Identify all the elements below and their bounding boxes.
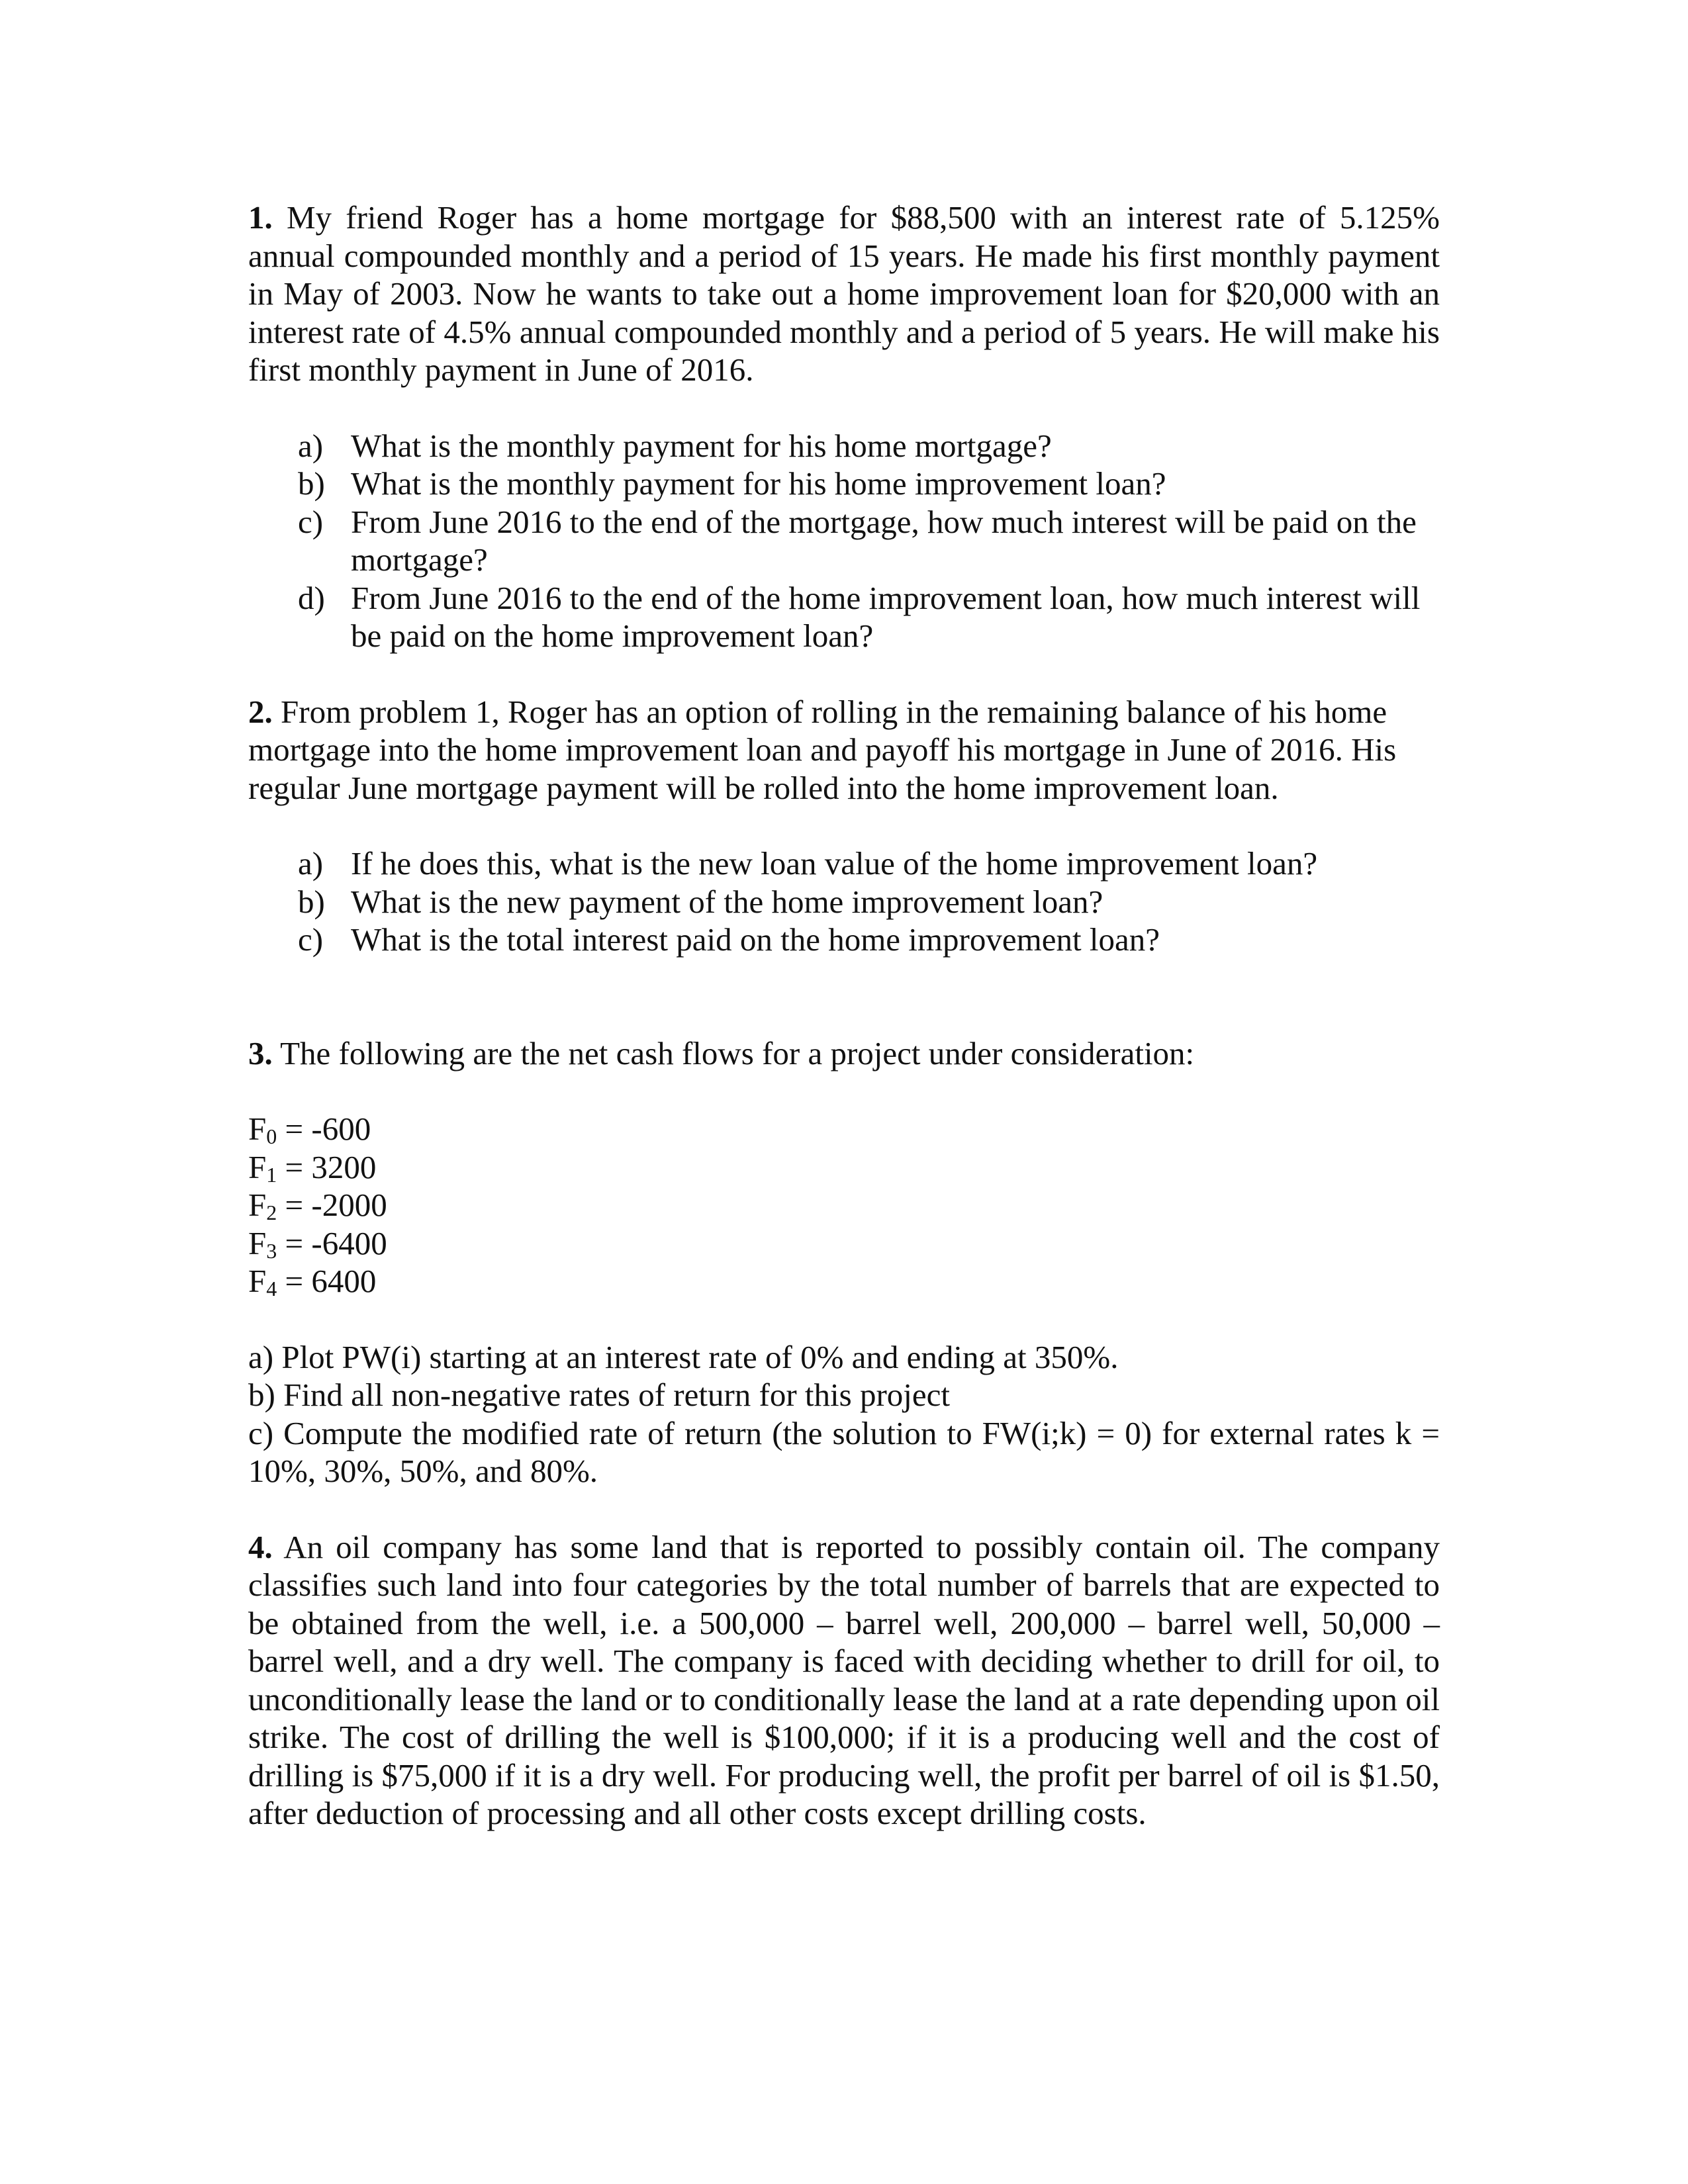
problem-1-part-d <box>248 579 1440 655</box>
problem-4-statement <box>248 1528 1440 1833</box>
problem-2-statement <box>248 693 1440 807</box>
cash-flow-list <box>248 1110 1440 1300</box>
problem-1-statement <box>248 199 1440 389</box>
cash-flow-item <box>248 1110 1440 1148</box>
cash-flow-item <box>248 1224 1440 1263</box>
part-text: If he does this, what is the new loan value of the home improvement loan? <box>351 845 1318 882</box>
flow-value: = -2000 <box>285 1187 387 1223</box>
problem-3-part-c: c) Compute the modified rate of return (the solution to FW(i;k) = 0) for external rates k = 10%, 30%, 50%, and 80%. <box>248 1414 1440 1489</box>
flow-index: 2 <box>266 1201 277 1224</box>
part-text: From June 2016 to the end of the mortgage, how much interest will be paid on the mortgage? <box>351 503 1417 578</box>
problem-2-part-a <box>248 844 1440 883</box>
flow-symbol: F <box>248 1187 267 1223</box>
problem-2 <box>248 693 1440 959</box>
problem-2-parts <box>248 844 1440 959</box>
problem-3 <box>248 1034 1440 1490</box>
problem-1-text: My friend Roger has a home mortgage for $88,500 with an interest rate of 5.125% annual compounded monthly and a period of 15 years. He made his first monthly payment in May of 2003. Now he wants to take out a home improvement loan for $20,000 with an interest rate of 4.5% annual compounded monthly and a period of 5 years. He will make his first monthly payment in June of 2016. <box>248 199 1440 388</box>
part-text: What is the monthly payment for his home mortgage? <box>351 427 1052 464</box>
problem-3-statement <box>248 1034 1440 1073</box>
part-label: d) <box>298 579 325 616</box>
cash-flow-item <box>248 1148 1440 1187</box>
problem-1-part-a <box>248 427 1440 465</box>
part-text: What is the total interest paid on the home improvement loan? <box>351 921 1160 958</box>
problem-3-part-a: a) Plot PW(i) starting at an interest rate of 0% and ending at 350%. <box>248 1338 1119 1375</box>
part-label: b) <box>298 465 325 502</box>
problem-1-part-c <box>248 503 1440 579</box>
flow-symbol: F <box>248 1263 267 1299</box>
part-label: c) <box>298 503 324 540</box>
problem-3-text: The following are the net cash flows for a project under consideration: <box>280 1034 1195 1071</box>
part-text: What is the monthly payment for his home improvement loan? <box>351 465 1166 502</box>
problem-3-parts <box>248 1338 1440 1490</box>
flow-index: 3 <box>266 1238 277 1263</box>
problem-1-number: 1. <box>248 199 273 236</box>
problem-1-part-b <box>248 465 1440 503</box>
flow-value: = -600 <box>285 1111 371 1147</box>
part-text: What is the new payment of the home improvement loan? <box>351 883 1103 920</box>
spacer <box>248 997 1440 1034</box>
document-body <box>248 199 1440 1870</box>
flow-index: 4 <box>266 1277 277 1300</box>
flow-index: 0 <box>266 1124 277 1148</box>
flow-symbol: F <box>248 1224 267 1261</box>
problem-3-part-b: b) Find all non-negative rates of return for this project <box>248 1377 950 1413</box>
cash-flow-item <box>248 1186 1440 1224</box>
problem-2-text: From problem 1, Roger has an option of rolling in the remaining balance of his home mortgage into the home improvement loan and payoff his mortgage in June of 2016. His regular June mortgage payment will be rolled into the home improvement loan. <box>248 693 1397 806</box>
flow-index: 1 <box>266 1162 277 1187</box>
problem-2-part-b <box>248 883 1440 921</box>
part-label: a) <box>298 845 324 882</box>
problem-2-part-c <box>248 921 1440 959</box>
part-text: From June 2016 to the end of the home improvement loan, how much interest will be paid on the home improvement loan? <box>351 579 1421 654</box>
problem-2-number: 2. <box>248 693 273 730</box>
part-label: a) <box>298 427 324 464</box>
problem-4-text: An oil company has some land that is reported to possibly contain oil. The company classifies such land into four categories by the total number of barrels that are expected to be obtained from the well, i.e. a 500,000 – barrel well, 200,000 – barrel well, 50,000 – barrel well, and a dry well. The company is faced with deciding whether to drill for oil, to unconditionally lease the land or to conditionally lease the land at a rate depending upon oil strike. The cost of drilling the well is $100,000; if it is a producing well and the cost of drilling is $75,000 if it is a dry well. For producing well, the profit per barrel of oil is $1.50, after deduction of processing and all other costs except drilling costs. <box>248 1528 1440 1831</box>
flow-value: = 3200 <box>285 1148 377 1185</box>
problem-4 <box>248 1528 1440 1833</box>
problem-3-number: 3. <box>248 1034 273 1071</box>
part-label: c) <box>298 921 324 958</box>
flow-value: = 6400 <box>285 1263 377 1299</box>
problem-4-number: 4. <box>248 1528 273 1565</box>
problem-1-parts <box>248 427 1440 655</box>
flow-value: = -6400 <box>285 1224 387 1261</box>
part-label: b) <box>298 883 325 920</box>
flow-symbol: F <box>248 1111 267 1147</box>
flow-symbol: F <box>248 1148 267 1185</box>
problem-1 <box>248 199 1440 655</box>
cash-flow-item <box>248 1262 1440 1300</box>
